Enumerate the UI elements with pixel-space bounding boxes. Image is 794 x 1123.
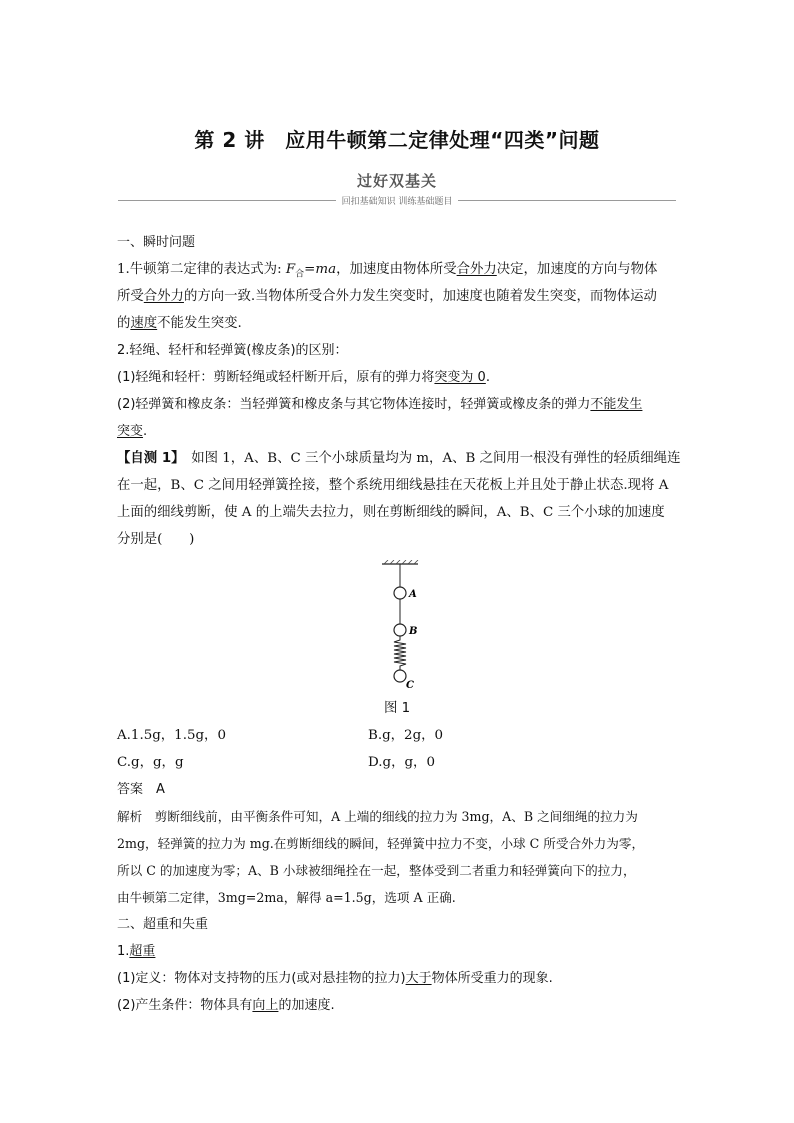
banner-divider-left: [118, 200, 336, 201]
spring-ball-figure: [360, 560, 440, 690]
answer-line: 答案 A: [117, 782, 165, 797]
text: 的: [117, 316, 131, 331]
paragraph-line: [117, 314, 242, 334]
explanation-line: 由牛顿第二定律，3mg=2ma，解得 a=1.5g，选项 A 正确.: [117, 890, 456, 905]
text: 1.牛顿第二定律的表达式为:: [117, 262, 286, 277]
text: .: [485, 370, 490, 385]
section2-heading: 二、超重和失重: [117, 917, 209, 932]
formula-sub: 合: [295, 269, 305, 280]
label-b: B: [409, 626, 418, 637]
underlined-answer: 向上: [252, 998, 279, 1013]
underlined-answer: 大于: [405, 971, 432, 986]
text: 物体所受重力的现象.: [431, 971, 553, 986]
underlined-answer: 突变: [117, 424, 144, 439]
text: 如图 1，A、B、C 三个小球质量均为 m，A、B 之间用一根没有弹性的轻质细绳连: [177, 451, 681, 466]
explanation-line: 2mg，轻弹簧的拉力为 mg.在剪断细线的瞬间，轻弹簧中拉力不变，小球 C 所受合外力为零，: [117, 836, 645, 851]
question-tag: 【自测 1】: [117, 451, 178, 466]
text: 的加速度.: [278, 998, 335, 1013]
explanation-line: 所以 C 的加速度为零；A、B 小球被细绳拴在一起，整体受到二者重力和轻弹簧向下的拉力，: [117, 863, 636, 878]
formula-f: F: [285, 262, 296, 277]
text: ，加速度由物体所受: [336, 262, 457, 277]
text: 决定，加速度的方向与物体: [496, 262, 658, 277]
option-d: D.g，g，0: [368, 755, 435, 770]
underlined-answer: 速度: [130, 316, 158, 331]
label-a: A: [409, 589, 417, 600]
text: 1.: [117, 944, 130, 959]
ball-b: [394, 624, 406, 636]
underlined-answer: 合外力: [456, 262, 497, 277]
text: (2)轻弹簧和橡皮条：当轻弹簧和橡皮条与其它物体连接时，轻弹簧或橡皮条的弹力: [117, 397, 591, 412]
paragraph-line: [117, 422, 147, 442]
page-title: 第 2 讲 应用牛顿第二定律处理“四类”问题: [194, 128, 600, 152]
question-line: 分别是( ): [117, 532, 195, 547]
ball-a: [394, 587, 406, 599]
banner-title: 过好双基关: [356, 172, 437, 190]
underlined-answer: 不能发生: [590, 397, 643, 412]
banner-subtitle: 回扣基础知识 训练基础题目: [341, 197, 453, 207]
question-line: [117, 449, 680, 469]
paragraph-line: [117, 942, 155, 962]
ball-c: [394, 670, 406, 682]
paragraph-line: 2.轻绳、轻杆和轻弹簧(橡皮条)的区别：: [117, 343, 348, 358]
question-line: 在一起，B、C 之间用轻弹簧拴接，整个系统用细线悬挂在天花板上并且处于静止状态.现将 A: [117, 478, 669, 493]
banner-divider-right: [458, 200, 676, 201]
paragraph-line: [117, 287, 657, 307]
text: (1)定义：物体对支持物的压力(或对悬挂物的拉力): [117, 971, 406, 986]
paragraph-line: [117, 395, 642, 415]
explanation-line: 解析 剪断细线前，由平衡条件可知，A 上端的细线的拉力为 3mg，A、B 之间细绳的拉力为: [117, 809, 638, 824]
paragraph-line: [117, 260, 657, 285]
figure-caption: 图 1: [384, 701, 411, 716]
section-banner: [118, 170, 676, 210]
paragraph-line: [117, 996, 335, 1016]
text: 所受: [117, 289, 144, 304]
section1-heading: 一、瞬时问题: [117, 235, 196, 250]
text: .: [143, 424, 148, 439]
option-a: A.1.5g，1.5g，0: [117, 728, 226, 743]
option-c: C.g，g，g: [117, 755, 184, 770]
text: 不能发生突变.: [157, 316, 242, 331]
underlined-answer: 合外力: [143, 289, 184, 304]
text: (2)产生条件：物体具有: [117, 998, 253, 1013]
paragraph-line: [117, 969, 553, 989]
text: (1)轻绳和轻杆：剪断轻绳或轻杆断开后，原有的弹力将: [117, 370, 435, 385]
option-b: B.g，2g，0: [368, 728, 444, 743]
text: 的方向一致.当物体所受合外力发生突变时，加速度也随着发生突变，而物体运动: [183, 289, 657, 304]
underlined-answer: 突变为 0: [434, 370, 486, 385]
question-line: 上面的细线剪断，使 A 的上端失去拉力，则在剪断细线的瞬间，A、B、C 三个小球的加速度: [117, 505, 665, 520]
formula-eq: =: [304, 262, 316, 277]
paragraph-line: [117, 368, 490, 388]
spring: [394, 636, 406, 670]
formula-ma: ma: [315, 262, 337, 277]
label-c: C: [406, 680, 414, 690]
underlined-answer: 超重: [129, 944, 156, 959]
